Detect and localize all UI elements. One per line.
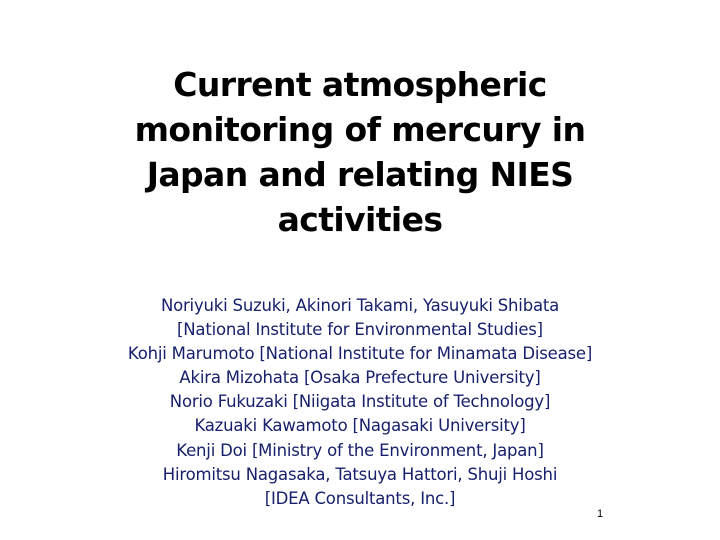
- author-line: Noriyuki Suzuki, Akinori Takami, Yasuyuki Shibata: [160, 296, 560, 315]
- author-line: Kohji Marumoto [National Institute for Minamata Disease]: [127, 344, 593, 364]
- author-line: Kenji Doi [Ministry of the Environment, Japan]: [176, 440, 544, 460]
- author-line: [National Institute for Environmental Studies]: [177, 320, 543, 340]
- author-line: Kazuaki Kawamoto [Nagasaki University]: [194, 416, 526, 436]
- slide-title: [60, 62, 660, 242]
- page-number: 1: [596, 508, 604, 520]
- title-line: Current atmospheric: [173, 65, 547, 104]
- title-line: monitoring of mercury in: [134, 110, 586, 149]
- title-line: Japan and relating NIES: [146, 155, 574, 194]
- title-line: activities: [277, 200, 443, 239]
- author-line: Hiromitsu Nagasaka, Tatsuya Hattori, Shuji Hoshi: [162, 464, 558, 484]
- author-line: Norio Fukuzaki [Niigata Institute of Technology]: [169, 392, 551, 412]
- author-list: [20, 294, 700, 511]
- author-line: Akira Mizohata [Osaka Prefecture University]: [179, 368, 541, 388]
- author-line: [IDEA Consultants, Inc.]: [264, 488, 456, 508]
